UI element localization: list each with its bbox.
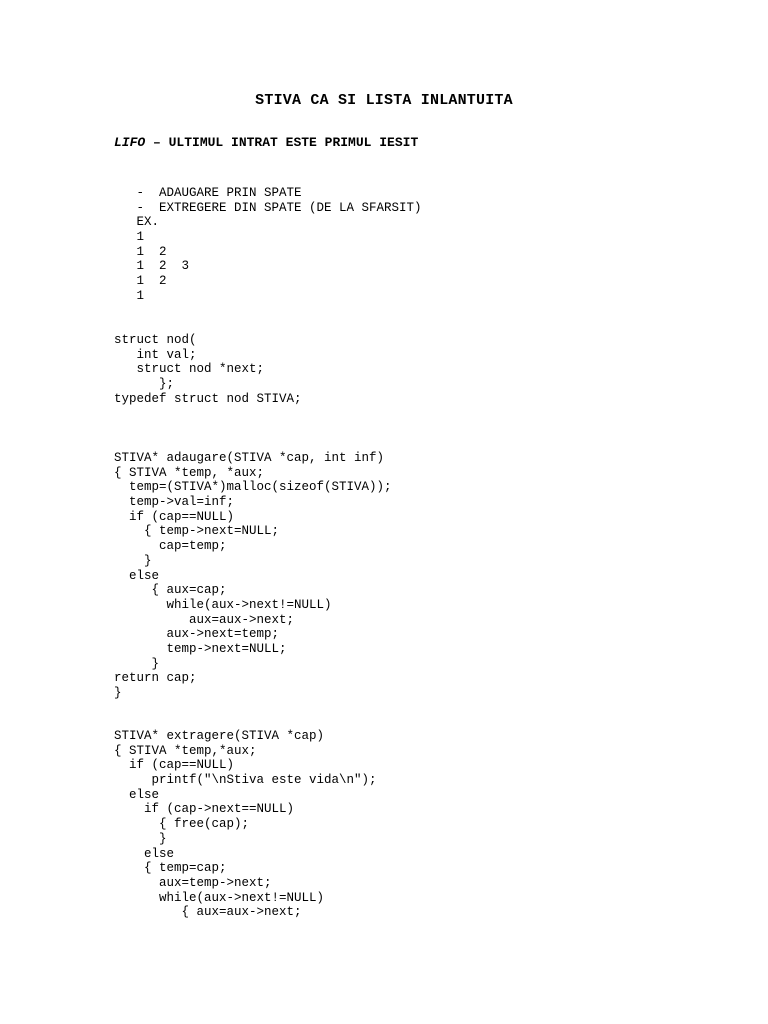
code-line: STIVA* adaugare(STIVA *cap, int inf) xyxy=(114,451,385,465)
page-title: STIVA CA SI LISTA INLANTUITA xyxy=(255,92,513,109)
code-line: aux=temp->next; xyxy=(114,875,272,890)
code-line: 1 2 3 xyxy=(114,259,190,274)
code-line: }; xyxy=(114,377,175,392)
adaugare-function-block xyxy=(114,451,392,701)
subtitle xyxy=(114,134,418,152)
code-line: 1 xyxy=(114,230,145,245)
code-line: 1 2 xyxy=(114,274,167,289)
code-line: { STIVA *temp,*aux; xyxy=(114,743,257,758)
code-line: 1 2 xyxy=(114,244,167,259)
code-line: aux=aux->next; xyxy=(114,612,295,627)
code-line: { aux=aux->next; xyxy=(114,905,302,920)
code-line: cap=temp; xyxy=(114,539,227,554)
code-line: if (cap==NULL) xyxy=(114,758,235,773)
code-line: } xyxy=(114,656,160,671)
lifo-description: – ULTIMUL INTRAT ESTE PRIMUL IESIT xyxy=(145,135,419,150)
code-line: if (cap->next==NULL) xyxy=(114,802,295,817)
code-line: { STIVA *temp, *aux; xyxy=(114,465,265,480)
code-line: { aux=cap; xyxy=(114,583,227,598)
code-line: { temp=cap; xyxy=(114,861,227,876)
code-line: temp->val=inf; xyxy=(114,495,235,510)
code-line: typedef struct nod STIVA; xyxy=(114,391,302,406)
code-line: temp=(STIVA*)malloc(sizeof(STIVA)); xyxy=(114,480,392,495)
code-line: struct nod *next; xyxy=(114,362,265,377)
example-block xyxy=(114,186,422,304)
code-line: if (cap==NULL) xyxy=(114,509,235,524)
code-line: int val; xyxy=(114,347,197,362)
code-line: EX. xyxy=(114,215,160,230)
code-line: - ADAUGARE PRIN SPATE xyxy=(114,186,302,200)
code-line: - EXTREGERE DIN SPATE (DE LA SFARSIT) xyxy=(114,200,422,215)
code-line: struct nod( xyxy=(114,333,197,347)
code-line: aux->next=temp; xyxy=(114,627,280,642)
code-line: else xyxy=(114,787,160,802)
code-line: { temp->next=NULL; xyxy=(114,524,280,539)
code-line: } xyxy=(114,831,167,846)
code-line: 1 xyxy=(114,288,145,303)
struct-definition-block xyxy=(114,333,302,406)
code-line: } xyxy=(114,686,122,700)
code-line: printf("\nStiva este vida\n"); xyxy=(114,773,377,788)
code-line: { free(cap); xyxy=(114,817,250,832)
code-line: return cap; xyxy=(114,671,197,686)
code-line: while(aux->next!=NULL) xyxy=(114,597,332,612)
extragere-function-block xyxy=(114,729,377,920)
code-line: while(aux->next!=NULL) xyxy=(114,890,325,905)
code-line: temp->next=NULL; xyxy=(114,641,287,656)
code-line: else xyxy=(114,846,175,861)
code-line: } xyxy=(114,553,152,568)
lifo-term: LIFO xyxy=(114,135,146,150)
code-line: STIVA* extragere(STIVA *cap) xyxy=(114,729,325,743)
code-line: else xyxy=(114,568,160,583)
